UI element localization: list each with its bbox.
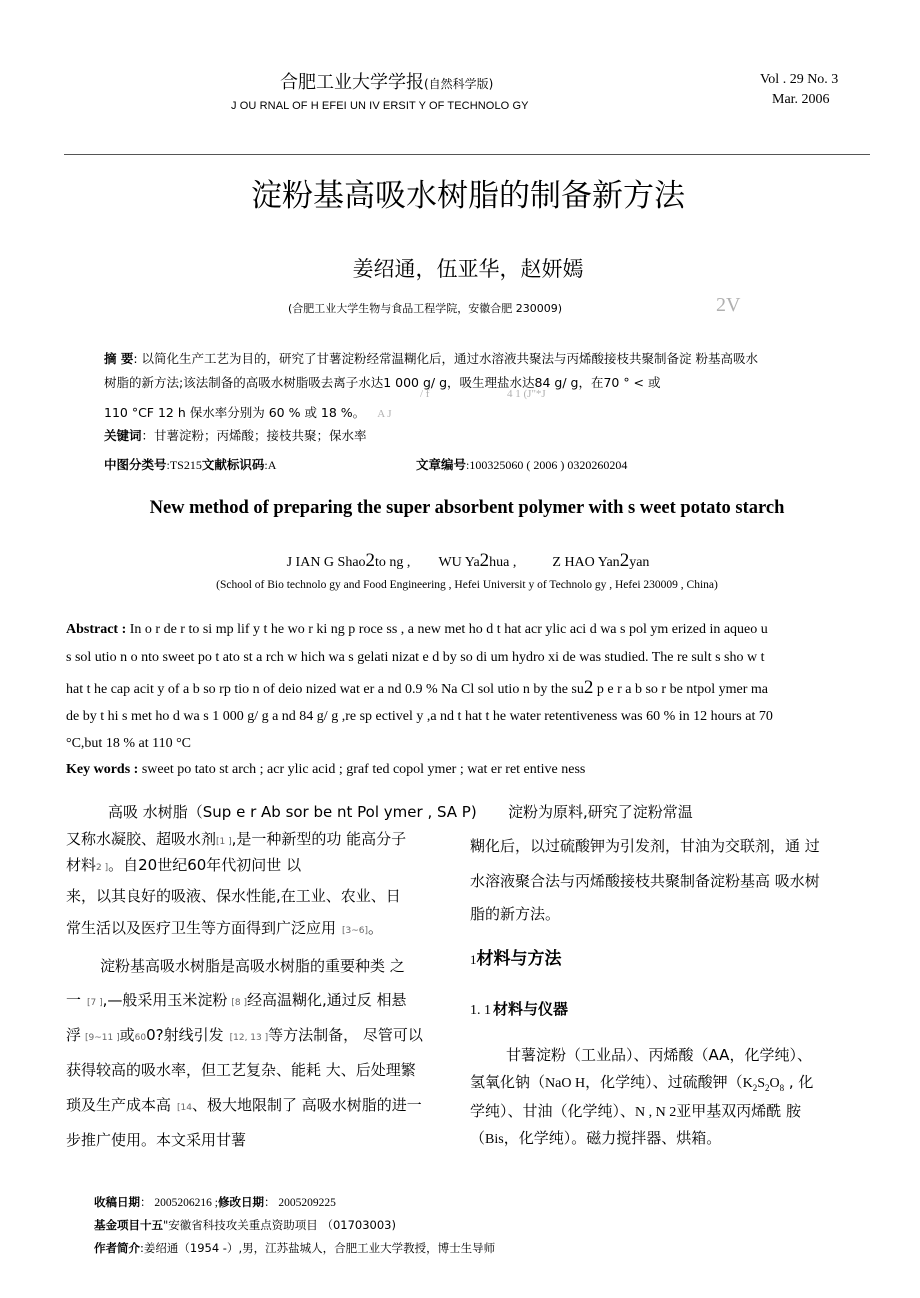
author-bio-value: :姜绍通（1954 -）,男，江苏盐城人，合肥工业大学教授，博士生导师	[140, 1241, 496, 1255]
body-text: N , N 2	[635, 1105, 677, 1120]
formula-part: O	[769, 1076, 780, 1091]
formula-part: K	[742, 1076, 753, 1091]
article-title-cn: 淀粉基高吸水树脂的制备新方法	[251, 178, 685, 214]
body-text: ，化学纯）。磁力搅拌器、烘箱。	[503, 1129, 722, 1147]
article-number-value: :100325060 ( 2006 ) 0320260204	[466, 458, 628, 472]
body-text: 琐及生产成本高	[66, 1096, 172, 1114]
journal-edition-cn: (自然科学版)	[424, 77, 494, 91]
author-en-part: hua ,	[489, 555, 517, 570]
body-text: 。	[368, 919, 384, 937]
body-text: （	[470, 1129, 486, 1147]
author-en-part: 2	[479, 550, 490, 571]
author-en: J IAN G Shao	[286, 555, 366, 570]
affiliation-cn: (合肥工业大学生物与食品工程学院，安徽合肥 230009)	[288, 302, 563, 315]
formula-part: 2	[765, 1082, 770, 1093]
body-left-line	[66, 917, 383, 938]
keywords-en-label: Key words :	[66, 762, 139, 777]
body-text: 氢氧化钠（	[470, 1073, 546, 1091]
section-title: 材料与仪器	[493, 1000, 569, 1018]
abstract-en-line: de by t hi s met ho d wa s 1 000 g/ g a nd 84 g/ g ,re sp ectivel y ,a nd t hat t he water retentiveness was 60 % in 12 hours at 70	[66, 709, 773, 724]
body-text: , 化	[784, 1073, 814, 1091]
revised-value: ： 2005209225	[263, 1197, 336, 1209]
citation: [7 ]	[87, 998, 103, 1008]
footnote-fund	[94, 1217, 396, 1233]
body-text: 亚甲基双丙烯酰 胺	[676, 1102, 802, 1120]
faint-mark: 4 1 (J"*J	[507, 388, 546, 400]
doc-code-label: 文献标识码	[201, 457, 265, 472]
body-right-line: 糊化后，以过硫酸钾为引发剂，甘油为交联剂，通 过	[470, 837, 820, 855]
faint-mark: 2V	[716, 294, 741, 316]
authors-cn: 姜绍通，伍亚华，赵妍嫣	[352, 257, 584, 281]
abstract-en-line: s sol utio n o nto sweet po t ato st a rch w hich wa s gelati nizat e d by so di um hydro xi de was studied. The re sult s sho w t	[66, 650, 765, 665]
author-en-part: 2	[619, 550, 630, 571]
author-en-part: to ng ,	[375, 555, 411, 570]
author-en-part: yan	[629, 555, 650, 570]
issue-date: Mar. 2006	[772, 92, 830, 107]
keywords-cn-label: 关键词	[104, 428, 142, 443]
body-text: 材料	[66, 856, 97, 874]
faint-mark: A J	[377, 408, 392, 420]
body-left-line	[66, 854, 301, 875]
received-label: 收稿日期	[94, 1195, 140, 1209]
keywords-cn-text: ：甘薯淀粉；丙烯酸；接枝共聚；保水率	[141, 428, 367, 443]
formula-k2s2o8	[743, 1076, 785, 1091]
body-left-line	[66, 989, 407, 1010]
section-heading-1-1	[470, 998, 568, 1019]
body-text: 0?射线引发	[146, 1026, 224, 1044]
citation: [12, 13 ]	[229, 1033, 269, 1043]
section-number: 1. 1	[470, 1003, 491, 1018]
authors-en	[0, 550, 920, 572]
body-text: ,是一种新型的功 能高分子	[231, 830, 407, 848]
body-left-line	[66, 828, 406, 849]
journal-name-en: J OU RNAL OF H EFEI UN IV ERSIT Y OF TECHNOLO GY	[231, 100, 529, 112]
body-right-line	[470, 1071, 813, 1093]
body-right-line: 脂的新方法。	[470, 905, 561, 923]
abstract-cn-line: 树脂的新方法;该法制备的高吸水树脂吸去离子水达1 000 g/ g，吸生理盐水达84 g/ g，在70 ° < 或	[104, 375, 661, 390]
classification-line	[104, 455, 276, 473]
abstract-cn-line	[104, 349, 758, 367]
author-en: Z HAO Yan	[552, 555, 620, 570]
citation: 60	[134, 1033, 147, 1043]
body-left-line	[66, 1024, 423, 1045]
citation: [1 ]	[216, 837, 232, 847]
section-number: 1	[470, 952, 477, 967]
body-text: 等方法制备， 尽管可以	[268, 1026, 423, 1044]
body-text: 学纯）、甘油（化学纯）、	[470, 1102, 636, 1120]
footnote-dates	[94, 1194, 336, 1210]
article-title-en: New method of preparing the super absorbent polymer with s weet potato starch	[149, 498, 785, 518]
body-text: 或	[119, 1026, 135, 1044]
revised-label: 修改日期	[217, 1195, 264, 1209]
author-bio-label: 作者简介	[94, 1241, 140, 1255]
fund-value: "安徽省科技攻关重点资助项目 （01703003)	[163, 1218, 396, 1232]
body-right-line	[470, 1100, 801, 1121]
faint-mark: / f	[420, 388, 430, 400]
abstract-en-text: In o r de r to si mp lif y t he wo r ki ng p roce ss , a new met ho d t hat acr ylic aci d wa s pol ym erized in aqueo u	[126, 622, 768, 637]
citation: [9~11 ]	[85, 1033, 120, 1043]
journal-name-cn	[280, 68, 493, 94]
affiliation-en: (School of Bio technolo gy and Food Engineering , Hefei Universit y of Technolo gy , Hefei 230009 , China)	[216, 579, 718, 591]
body-right-line: 水溶液聚合法与丙烯酸接枝共聚制备淀粉基高 吸水树	[470, 872, 820, 890]
abstract-en-text: 2	[583, 677, 594, 698]
body-right-line: 甘薯淀粉（工业品）、丙烯酸（AA，化学纯）、	[506, 1046, 812, 1064]
body-text: 一	[66, 991, 82, 1009]
abstract-en-text: p e r a b so r be ntpol ymer ma	[593, 682, 768, 697]
clc-value: :TS215	[166, 458, 202, 472]
citation: [3~6]	[342, 926, 369, 936]
formula-part: 8	[779, 1082, 785, 1093]
body-left-line: 来，以其良好的吸液、保水性能,在工业、农业、日	[66, 887, 401, 905]
section-title: 材料与方法	[476, 949, 562, 969]
clc-label: 中图分类号	[104, 457, 167, 472]
body-left-line	[66, 1094, 422, 1115]
body-left-line: 高吸 水树脂（Sup e r Ab sor be nt Pol ymer , SA P)	[108, 803, 477, 821]
received-value: ： 2005206216 ;	[140, 1197, 218, 1209]
body-left-line: 获得较高的吸水率，但工艺复杂、能耗 大、后处理繁	[66, 1061, 416, 1079]
volume-issue: Vol . 29 No. 3	[760, 72, 839, 87]
citation: [14	[177, 1103, 192, 1113]
keywords-cn	[104, 426, 367, 444]
fund-label: 基金项目十五	[94, 1218, 163, 1232]
abstract-cn-text: 110 °CF 12 h 保水率分别为 60 % 或 18 %。	[104, 405, 366, 420]
formula-part: S	[757, 1076, 765, 1091]
body-text: 。自20世纪60年代初问世 以	[108, 856, 302, 874]
author-en: WU Ya	[438, 555, 480, 570]
body-text: ,—般采用玉米淀粉	[102, 991, 228, 1009]
body-text: 浮	[66, 1026, 82, 1044]
abstract-en-line	[66, 677, 768, 699]
body-text: 经高温糊化,通过反 相悬	[247, 991, 407, 1009]
abstract-en-line: °C,but 18 % at 110 °C	[66, 736, 192, 751]
citation: 2 ]	[96, 863, 109, 873]
body-text: 又称水凝胶、超吸水剂	[66, 830, 217, 848]
article-number-line	[416, 455, 627, 473]
abstract-en-line	[66, 622, 768, 638]
body-text: 常生活以及医疗卫生等方面得到广泛应用	[66, 919, 337, 937]
footnote-author	[94, 1240, 495, 1256]
body-text: Bis	[485, 1132, 504, 1147]
header-rule	[64, 154, 870, 155]
body-text: NaO H	[545, 1076, 586, 1091]
abstract-cn-label: 摘 要	[104, 351, 134, 366]
abstract-cn-text: : 以简化生产工艺为目的，研究了甘薯淀粉经常温糊化后，通过水溶液共聚法与丙烯酸接枝共聚制备淀 粉基高吸水	[133, 351, 759, 366]
formula-part: 2	[752, 1082, 758, 1093]
section-heading-1	[470, 944, 562, 969]
body-text: 、极大地限制了 高吸水树脂的进一	[191, 1096, 422, 1114]
doc-code-value: :A	[264, 458, 277, 472]
citation: [8 ]	[231, 998, 248, 1008]
body-text: ，化学纯）、过硫酸钾（	[585, 1073, 743, 1091]
article-number-label: 文章编号	[416, 457, 467, 472]
keywords-en	[66, 762, 585, 778]
author-en-part: 2	[365, 550, 376, 571]
abstract-cn-line	[104, 403, 392, 421]
journal-title-cn: 合肥工业大学学报	[280, 72, 424, 93]
keywords-en-text: sweet po tato st arch ; acr ylic acid ; graf ted copol ymer ; wat er ret entive ness	[138, 762, 586, 777]
abstract-en-label: Abstract :	[66, 622, 127, 637]
body-right-line: 淀粉为原料,研究了淀粉常温	[508, 803, 693, 821]
body-right-line	[470, 1127, 721, 1148]
body-left-line: 步推广使用。本文采用甘薯	[66, 1131, 247, 1149]
body-left-line: 淀粉基高吸水树脂是高吸水树脂的重要种类 之	[100, 957, 405, 975]
abstract-en-text: hat t he cap acit y of a b so rp tio n of deio nized wat er a nd 0.9 % Na Cl sol utio n by the su	[66, 682, 584, 697]
